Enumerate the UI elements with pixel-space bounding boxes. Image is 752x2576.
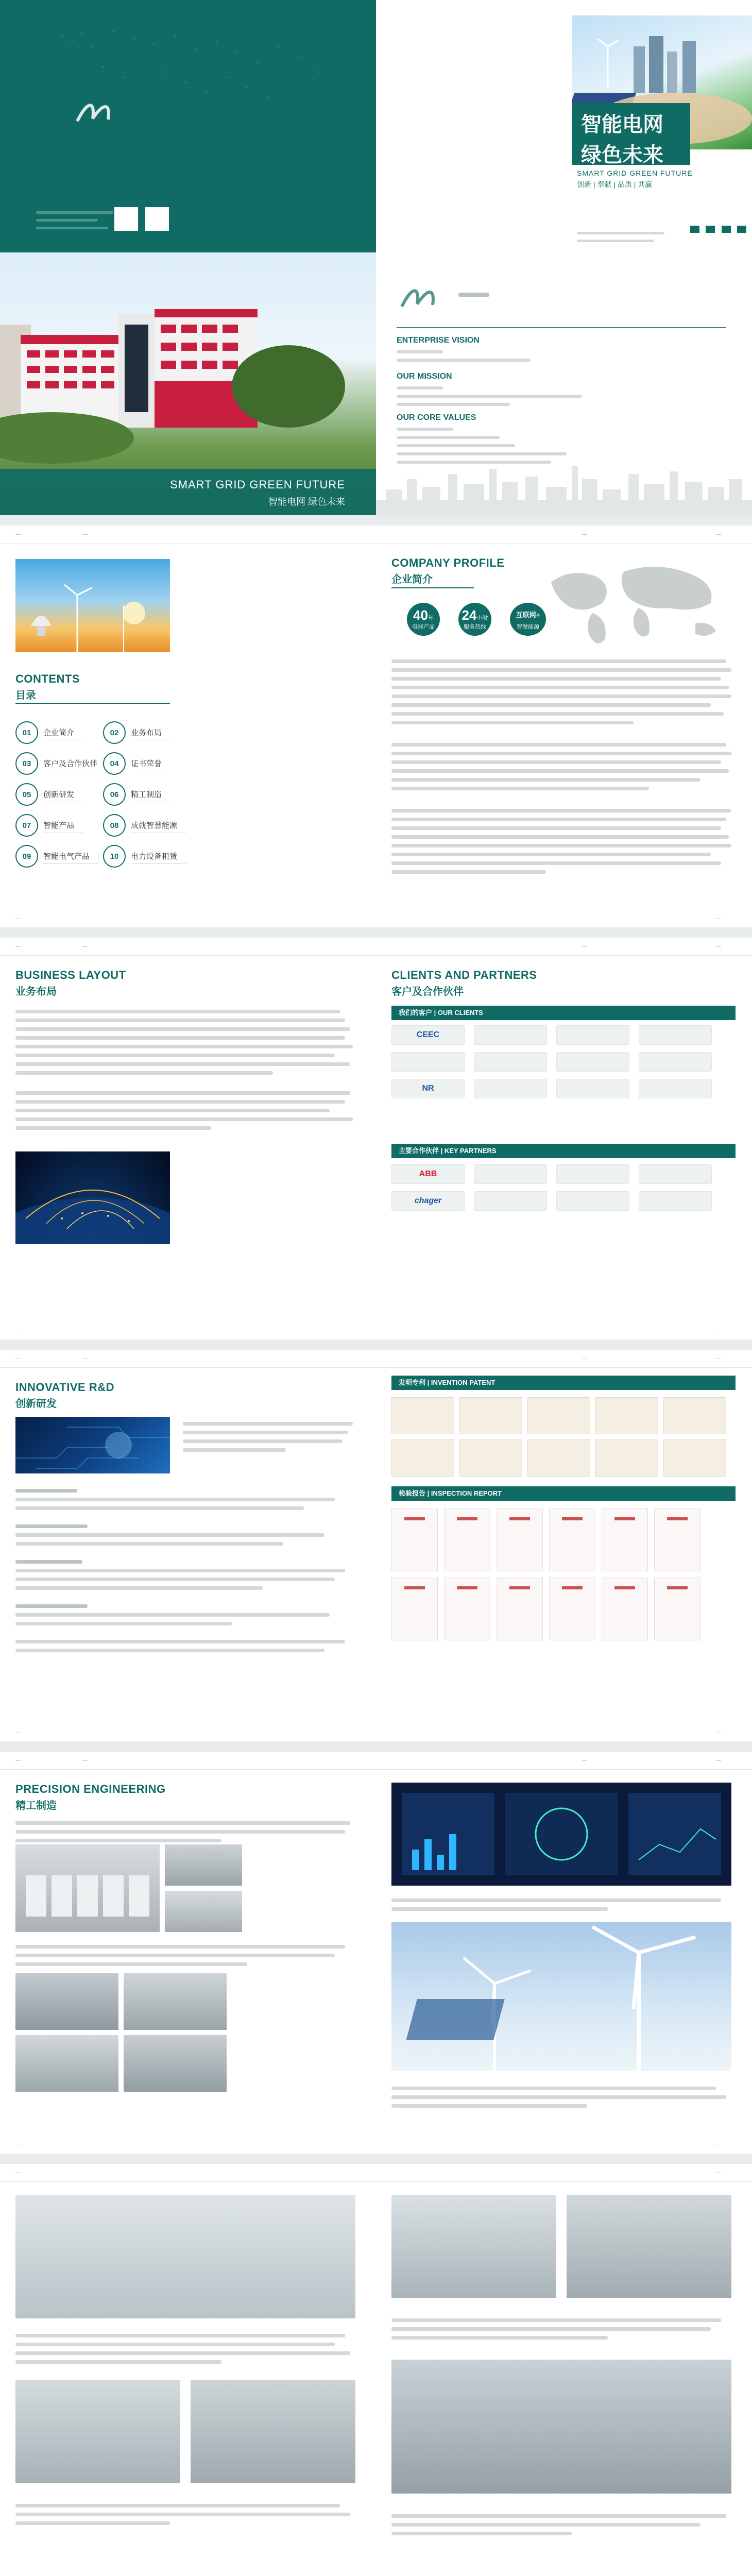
qr-code: [114, 207, 138, 231]
contents-item[interactable]: 09 智能电气产品: [15, 845, 99, 868]
precision-page: — — PRECISION ENGINEERING 精工制造 —: [0, 1752, 376, 2154]
business-layout-page: — — BUSINESS LAYOUT 业务布局 —: [0, 938, 376, 1340]
patents-page: — — 发明专利 | INVENTION PATENT 检验报告 | INSPECTION REPORT —: [376, 1350, 752, 1741]
product-photo: [391, 2360, 731, 2494]
clients-title-en: CLIENTS AND PARTNERS: [391, 969, 537, 981]
contents-hero-image: [15, 559, 170, 652]
rnd-title-en: INNOVATIVE R&D: [15, 1381, 114, 1394]
cover-title-line2: 绿色未来: [581, 144, 663, 166]
client-logo: CEEC: [391, 1025, 465, 1045]
client-logo: [474, 1025, 547, 1045]
company-logo: [72, 98, 129, 129]
wind-text: [391, 2081, 731, 2113]
vision-logo: [397, 283, 453, 314]
contact-info: [36, 206, 118, 234]
factory-photo-large: [15, 1844, 160, 1932]
rnd-intro-text: [183, 1417, 358, 1457]
factory-photo: [124, 2035, 227, 2092]
product-photo: [391, 2195, 556, 2298]
vision-page: [376, 252, 752, 515]
precision-title-cn: 精工制造: [15, 1800, 57, 1811]
stat-circle: 24小时 服务热线: [458, 603, 491, 636]
factory-photo: [165, 1844, 242, 1886]
contents-item[interactable]: 07 智能产品: [15, 814, 83, 837]
inspection-reports: [391, 1509, 731, 1640]
client-logo: [639, 1052, 712, 1072]
contents-item[interactable]: 10 电力设备租赁: [103, 845, 186, 868]
clients-bar: 我们的客户 | OUR CLIENTS: [391, 1006, 736, 1020]
clients-page: — — CLIENTS AND PARTNERS 客户及合作伙伴 我们的客户 | OUR CLIENTS CEEC NR 主要合作伙伴 | KEY PARTNERS ABB chager —: [376, 938, 752, 1340]
hero-banner-en: SMART GRID GREEN FUTURE: [170, 478, 345, 491]
earth-network-image: [15, 1151, 170, 1244]
core-values-heading: OUR CORE VALUES: [397, 413, 476, 422]
contents-page: — — CONTENTS 目录 01 企业简介 02 业务布局 03 客户及合作伙伴 04 证书荣誉 05 创新研发 06 精工制造 07 智能产品 08 成就智慧能源 09 智能电气产品 10 电力设备租赁 —: [0, 526, 376, 927]
business-title-cn: 业务布局: [15, 986, 57, 997]
company-profile-page: — — COMPANY PROFILE 企业简介 40年 电器产品 24小时 服务热线 互联网+ 智慧能源 —: [376, 526, 752, 927]
partner-logo: [474, 1191, 547, 1211]
stat-circle: 40年 电器产品: [407, 603, 440, 636]
cover-front-page: [376, 0, 752, 252]
cover-title-line1: 智能电网: [581, 113, 663, 136]
rnd-title-cn: 创新研发: [15, 1398, 57, 1410]
partner-logo: [639, 1164, 712, 1184]
client-logo: [556, 1079, 629, 1098]
contents-item[interactable]: 06 精工制造: [103, 783, 171, 806]
wind-turbine-image: [391, 1922, 731, 2071]
vision-heading: ENTERPRISE VISION: [397, 336, 480, 345]
client-logo: [639, 1025, 712, 1045]
contents-item[interactable]: 03 客户及合作伙伴: [15, 752, 107, 775]
contents-item[interactable]: 01 企业简介: [15, 721, 83, 744]
contents-item[interactable]: 02 业务布局: [103, 721, 171, 744]
city-skyline: [376, 459, 752, 515]
factory-photo: [124, 1973, 227, 2030]
client-logos-grid: [391, 1025, 731, 1098]
business-title-en: BUSINESS LAYOUT: [15, 969, 126, 981]
precision-title-en: PRECISION ENGINEERING: [15, 1783, 166, 1795]
patent-certificates: [391, 1397, 731, 1477]
partner-logos-grid: [391, 1164, 731, 1211]
contents-title-cn: 目录: [15, 690, 36, 701]
world-map-graphic: [541, 551, 737, 654]
partner-logo: [639, 1191, 712, 1211]
hero-banner: [0, 469, 376, 515]
client-logo: [639, 1079, 712, 1098]
client-logo: [391, 1052, 465, 1072]
partners-bar: 主要合作伙伴 | KEY PARTNERS: [391, 1144, 736, 1158]
client-logo: [474, 1052, 547, 1072]
client-logo: [474, 1079, 547, 1098]
contents-item[interactable]: 08 成就智慧能源: [103, 814, 186, 837]
patent-bar: 发明专利 | INVENTION PATENT: [391, 1376, 736, 1390]
continuation-page: —: [0, 2164, 376, 2576]
stat-circle: 互联网+ 智慧能源: [510, 603, 546, 636]
product-photo: [191, 2380, 355, 2483]
business-body-text: [15, 1005, 355, 1135]
precision-intro-text: [15, 1816, 355, 1848]
contents-item[interactable]: 04 证书荣誉: [103, 752, 171, 775]
partner-logo: chager: [391, 1191, 465, 1211]
partner-logo: [556, 1164, 629, 1184]
partner-logo: ABB: [391, 1164, 465, 1184]
factory-photo: [15, 2035, 118, 2092]
cover-small-text: [577, 227, 670, 247]
client-logo: [556, 1025, 629, 1045]
product-photo: [567, 2195, 731, 2298]
precision-body-text: [15, 1940, 355, 1971]
cover-slogan: 创新 | 奉献 | 品质 | 共赢: [577, 180, 653, 189]
contents-item[interactable]: 05 创新研发: [15, 783, 83, 806]
profile-title-cn: 企业简介: [391, 574, 433, 585]
cover-back-page: [0, 0, 376, 252]
factory-photo: [165, 1891, 242, 1932]
product-photo: [15, 2195, 355, 2318]
cover-title-block: [572, 103, 690, 165]
profile-title-en: COMPANY PROFILE: [391, 556, 505, 569]
mission-heading: OUR MISSION: [397, 372, 452, 381]
qr-code: [145, 207, 169, 231]
client-logo: NR: [391, 1079, 465, 1098]
contents-title-en: CONTENTS: [15, 672, 80, 685]
rnd-body-text: [15, 1484, 355, 1657]
profile-body-text: [391, 654, 737, 879]
monitoring-dashboard-image: [391, 1783, 731, 1886]
client-logo: [556, 1052, 629, 1072]
building-photo-page: [0, 252, 376, 515]
tech-circuit-image: [15, 1417, 170, 1473]
cover-icons: [690, 226, 746, 235]
rnd-page: — — INNOVATIVE R&D 创新研发 —: [0, 1350, 376, 1741]
product-photo: [15, 2380, 180, 2483]
partner-logo: [556, 1191, 629, 1211]
inspection-bar: 检验报告 | INSPECTION REPORT: [391, 1486, 736, 1501]
factory-photo: [15, 1973, 118, 2030]
hero-banner-cn: 智能电网 绿色未来: [268, 497, 345, 507]
monitoring-text: [391, 1893, 731, 1916]
smart-monitoring-page: — — —: [376, 1752, 752, 2154]
clients-title-cn: 客户及合作伙伴: [391, 986, 464, 997]
continuation-page: —: [376, 2164, 752, 2576]
partner-logo: [474, 1164, 547, 1184]
cover-subtitle-en: SMART GRID GREEN FUTURE: [577, 169, 693, 177]
